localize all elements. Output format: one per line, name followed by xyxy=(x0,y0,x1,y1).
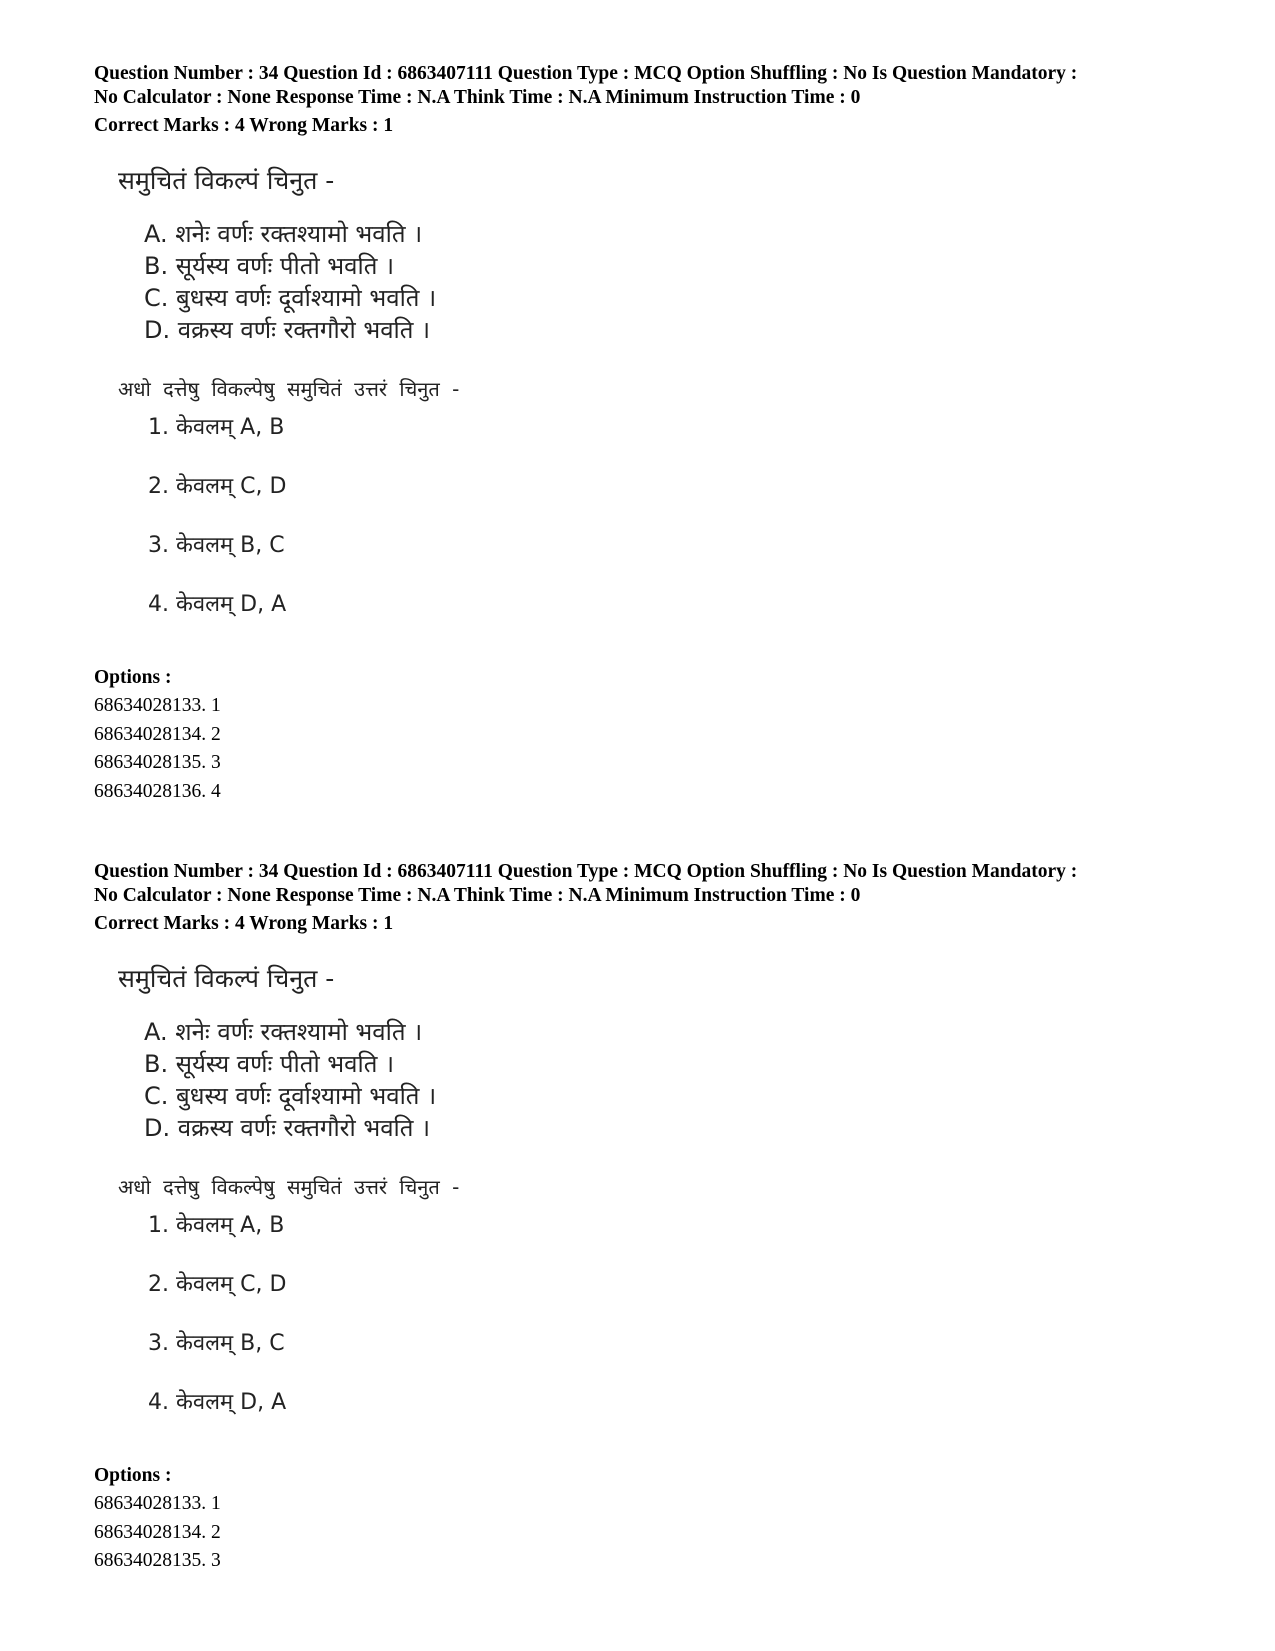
option-row: 68634028133. 1 xyxy=(94,1493,221,1514)
question-content xyxy=(118,154,1194,664)
statement-d: D. वक्रस्य वर्णः रक्तगौरो भवति । xyxy=(144,1114,431,1142)
option-row: 68634028133. 1 xyxy=(94,695,221,716)
choice-1: 1. केवलम् A, B xyxy=(148,1213,285,1238)
choice-4: 4. केवलम् D, A xyxy=(148,592,287,617)
choice-3: 3. केवलम् B, C xyxy=(148,533,285,558)
statement-c: C. बुधस्य वर्णः दूर्वाश्यामो भवति । xyxy=(144,284,437,312)
option-row: 68634028136. 4 xyxy=(94,780,221,802)
option-row: 68634028134. 2 xyxy=(94,1521,221,1543)
question-prompt: समुचितं विकल्पं चिनुत - xyxy=(118,166,335,195)
question-instruction: अधो दत्तेषु विकल्पेषु समुचितं उत्तरं चिनुत - xyxy=(118,377,460,401)
question-content xyxy=(118,952,1194,1462)
marks-line: Correct Marks : 4 Wrong Marks : 1 xyxy=(94,115,394,136)
options-title: Options : xyxy=(94,667,172,688)
statement-b: B. सूर्यस्य वर्णः पीतो भवति । xyxy=(144,252,395,280)
option-row: 68634028135. 3 xyxy=(94,752,221,773)
option-row: 68634028135. 3 xyxy=(94,1550,221,1571)
marks-line: Correct Marks : 4 Wrong Marks : 1 xyxy=(94,913,394,934)
statement-list xyxy=(144,1016,436,1144)
statement-c: C. बुधस्य वर्णः दूर्वाश्यामो भवति । xyxy=(144,1082,437,1110)
choice-4: 4. केवलम् D, A xyxy=(148,1390,287,1415)
choice-2: 2. केवलम् C, D xyxy=(148,1272,287,1297)
statement-d: D. वक्रस्य वर्णः रक्तगौरो भवति । xyxy=(144,316,431,344)
statement-a: A. शनेः वर्णः रक्तश्यामो भवति । xyxy=(144,220,423,248)
statement-list xyxy=(144,218,436,346)
options-title: Options : xyxy=(94,1465,172,1486)
question-instruction: अधो दत्तेषु विकल्पेषु समुचितं उत्तरं चिनुत - xyxy=(118,1175,460,1199)
question-block xyxy=(94,860,1194,1576)
question-meta-line-2: No Calculator : None Response Time : N.A Think Time : N.A Minimum Instruction Time : 0 xyxy=(94,885,861,906)
choice-list xyxy=(148,414,286,650)
choice-list xyxy=(148,1212,286,1448)
question-block xyxy=(94,62,1194,806)
choice-3: 3. केवलम् B, C xyxy=(148,1331,285,1356)
question-prompt: समुचितं विकल्पं चिनुत - xyxy=(118,964,335,993)
statement-a: A. शनेः वर्णः रक्तश्यामो भवति । xyxy=(144,1018,423,1046)
choice-2: 2. केवलम् C, D xyxy=(148,474,287,499)
question-meta-line-1: Question Number : 34 Question Id : 6863407111 Question Type : MCQ Option Shuffling : No Is Question Mandatory : xyxy=(94,63,1078,84)
option-row: 68634028134. 2 xyxy=(94,723,221,745)
statement-b: B. सूर्यस्य वर्णः पीतो भवति । xyxy=(144,1050,395,1078)
question-meta-line-2: No Calculator : None Response Time : N.A Think Time : N.A Minimum Instruction Time : 0 xyxy=(94,87,861,108)
question-meta-line-1: Question Number : 34 Question Id : 6863407111 Question Type : MCQ Option Shuffling : No Is Question Mandatory : xyxy=(94,861,1078,882)
choice-1: 1. केवलम् A, B xyxy=(148,415,285,440)
